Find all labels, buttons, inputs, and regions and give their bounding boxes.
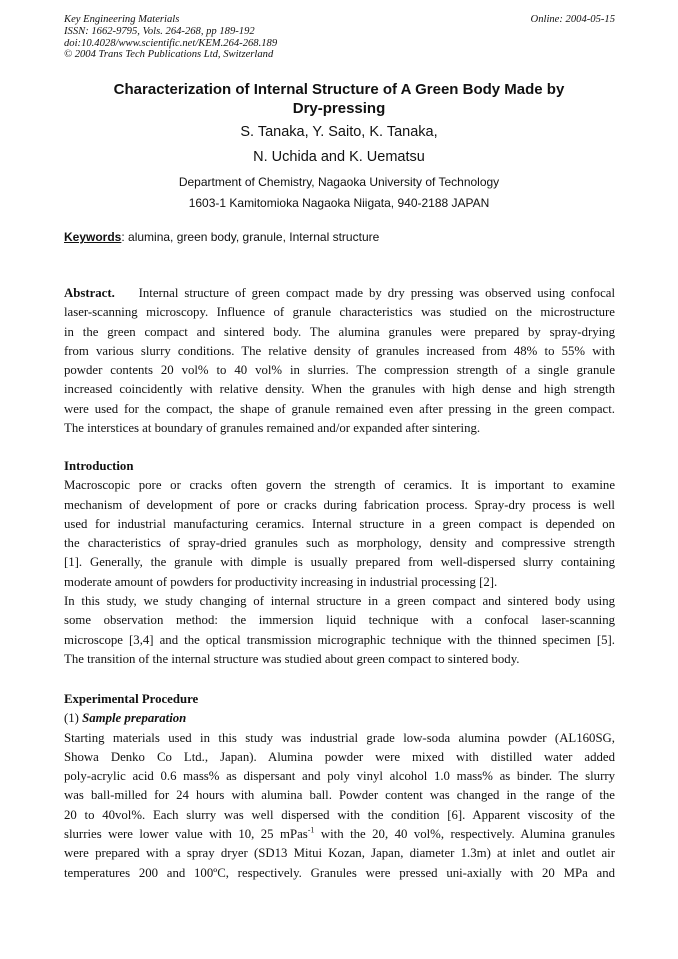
text-line: powder contents 20 vol% to 40 vol% in slurries. The compression strength of a single granule	[64, 363, 615, 378]
text-line: were used for the compact, the shape of granule remained even after pressing in the green compact.	[64, 401, 615, 416]
text-line: [1]. Generally, the granule with dimple is usually prepared from well-dispersed slurry containing	[64, 555, 615, 570]
text-line: microscope [3,4] and the optical transmission micrographic technique with the thinned specimen [5].	[64, 632, 615, 647]
text-line: the characteristics of spray-dried granules such as morphology, density and compressive strength	[64, 536, 615, 551]
keywords	[64, 230, 379, 244]
text-line: in the green compact and sintered body. The alumina granules were prepared by spray-drying	[64, 324, 615, 339]
doi: doi:10.4028/www.scientific.net/KEM.264-268.189	[64, 37, 278, 49]
address: 1603-1 Kamitomioka Nagaoka Niigata, 940-2188 JAPAN	[188, 196, 490, 210]
text-line: were prepared with a spray dryer (SD13 Mitui Kozan, Japan, diameter 1.3m) at inlet and outlet air	[64, 846, 615, 861]
paper-title	[0, 80, 678, 118]
text-line: Showa Denko Co Ltd., Japan). Alumina powder were mixed with distilled water added	[64, 749, 615, 764]
text-line: poly-acrylic acid 0.6 mass% as dispersant and poly vinyl alcohol 1.0 mass% as binder. The slurry	[64, 769, 615, 784]
keywords-text: : alumina, green body, granule, Internal structure	[121, 230, 380, 244]
text-line: increased coincidently with relative density. When the granules with high dense and high strength	[64, 382, 615, 397]
title-line: Characterization of Internal Structure of A Green Body Made by	[113, 81, 565, 98]
journal-name: Key Engineering Materials	[64, 14, 180, 25]
copyright: © 2004 Trans Tech Publications Ltd, Switzerland	[64, 49, 274, 61]
experimental-section	[64, 690, 615, 883]
text-line: Starting materials used in this study was industrial grade low-soda alumina powder (AL160SG,	[64, 730, 615, 745]
section-heading: Introduction	[64, 459, 134, 473]
text-line: Macroscopic pore or cracks often govern the strength of ceramics. It is important to examine	[64, 478, 615, 493]
authors-line: S. Tanaka, Y. Saito, K. Tanaka,	[240, 124, 438, 140]
text-line: moderate amount of powders for productivity increasing in industrial processing [2].	[64, 574, 498, 589]
subsection-number: (1)	[64, 711, 83, 726]
subsection-title: Sample preparation	[82, 711, 187, 726]
superscript: -1	[307, 825, 315, 835]
introduction-section	[64, 457, 615, 669]
text-line: used for industrial manufacturing ceramics. Internal structure in a green compact is depended on	[64, 516, 615, 531]
title-line: Dry-pressing	[292, 100, 386, 117]
text-fragment: with the 20, 40 vol%, respectively. Alumina granules	[314, 827, 615, 842]
issn: ISSN: 1662-9795, Vols. 264-268, pp 189-192	[64, 25, 255, 37]
text-line: The transition of the internal structure was studied about green compact to sintered body.	[64, 651, 520, 666]
text-line: Internal structure of green compact made by dry pressing was observed using confocal	[138, 286, 616, 300]
text-line: from various slurry conditions. The relative density of granules increased from 48% to 55% with	[64, 343, 615, 358]
text-line: laser-scanning microscopy. Influence of granule characteristics was studied on the microstructure	[64, 305, 615, 320]
text-line: In this study, we study changing of internal structure in a green compact and sintered body using	[64, 594, 615, 609]
text-line: was ball-milled for 24 hours with alumina ball. Powder content was changed in the range of the	[64, 788, 615, 803]
online-date: Online: 2004-05-15	[530, 14, 615, 25]
affiliation: Department of Chemistry, Nagaoka University of Technology	[178, 175, 500, 189]
text-line: 20 to 40vol%. Each slurry was well dispersed with the condition [6]. Apparent viscosity of the	[64, 807, 615, 822]
authors-line: N. Uchida and K. Uematsu	[253, 149, 425, 165]
section-heading: Experimental Procedure	[64, 692, 199, 706]
text-line: The interstices at boundary of granules remained and/or expanded after sintering.	[64, 421, 481, 436]
text-line: some observation method: the immersion liquid technique with a confocal laser-scanning	[64, 613, 615, 628]
text-line	[64, 825, 615, 844]
abstract	[64, 284, 615, 438]
journal-header	[64, 14, 277, 61]
text-line: temperatures 200 and 100ºC, respectively. Granules were pressed uni-axially with 20 MPa and	[64, 865, 615, 880]
subsection-heading	[64, 709, 615, 728]
text-line: mechanism of development of pore or cracks during fabrication process. Spray-dry process is well	[64, 497, 615, 512]
keywords-label: Keywords	[64, 230, 122, 244]
abstract-label: Abstract.	[64, 286, 115, 300]
text-fragment: slurries were lower value with 10, 25 mPas	[64, 827, 308, 842]
